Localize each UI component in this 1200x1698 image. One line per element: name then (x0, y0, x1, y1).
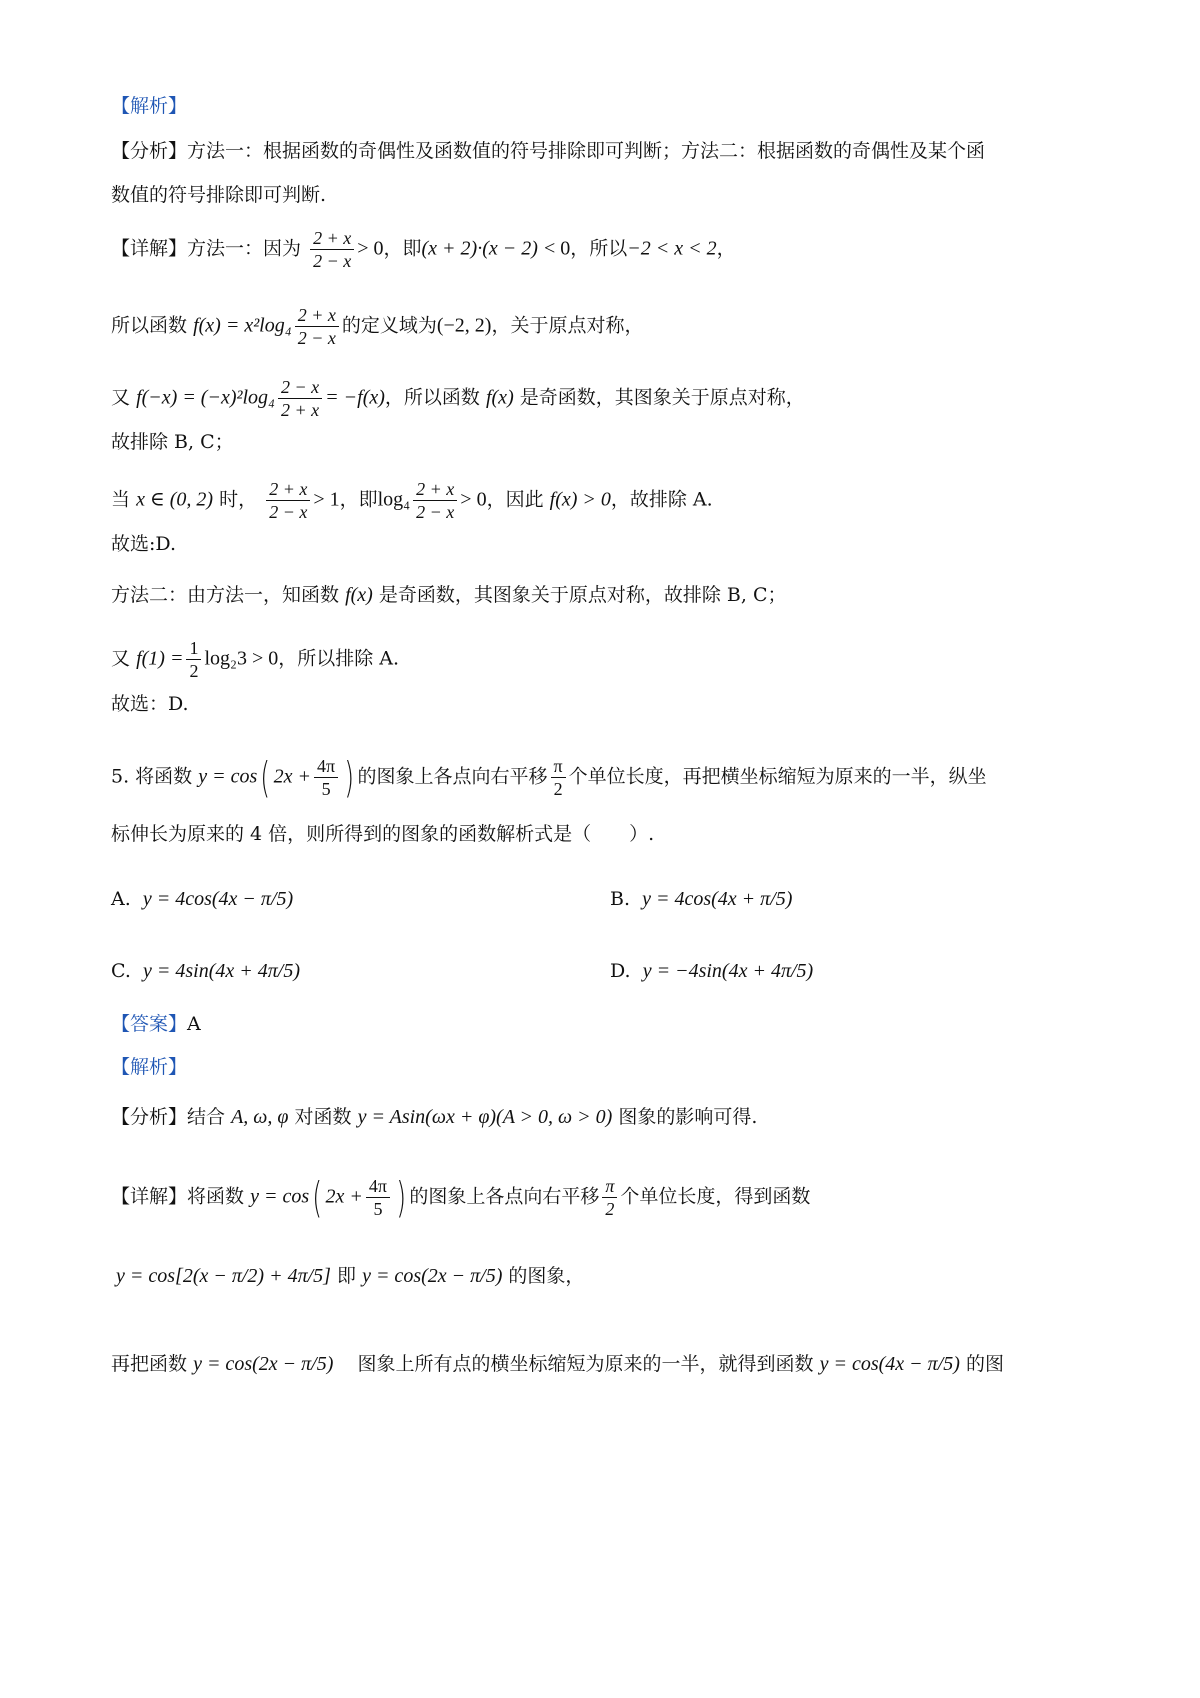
detail-line-8 (111, 637, 399, 682)
fraction (366, 1175, 390, 1220)
question-5-stem-line-2: 标伸长为原来的 4 倍，则所得到的图象的函数解析式是（ ）. (111, 823, 655, 845)
text: 的图象上各点向右平移 (409, 1185, 600, 1208)
fraction (310, 227, 354, 272)
text: 将函数 (187, 1185, 245, 1208)
detail-q5-line-3 (111, 1350, 1004, 1378)
text: 即 (337, 1265, 357, 1287)
text: 是奇函数，其图象关于原点对称， (519, 386, 805, 409)
text: ，所以函数 (384, 386, 480, 409)
detail-line-1: 【详解】方法一：因为 $\frac{2 + x}{2 - x}$ > 0，即(x + 2)·(x − 2) < 0，所以−2 < x < 2， (111, 228, 736, 271)
text: ，所以排除 A. (278, 647, 400, 670)
denominator: 2 + x (281, 400, 320, 420)
denominator: 2 − x (297, 328, 336, 348)
question-5-stem-line-1: 5. 将函数 y = cos( 2x + $\frac{4\pi}{5}$ ) 的图象上各点向右平移 $\frac{\pi}{2}$ 个单位长度，再把横坐标缩短为原来的一半，纵坐 (111, 752, 987, 802)
detail-q5-line-2 (116, 1262, 584, 1290)
fraction (413, 478, 457, 523)
text: 的图象， (508, 1265, 585, 1287)
option-c (111, 957, 300, 985)
math: > 0 (357, 237, 384, 260)
text: 再把函数 (111, 1353, 188, 1375)
numerator: 2 + x (310, 227, 354, 250)
section-label-jiexi-2: 【解析】 (111, 1056, 188, 1078)
section-label-xiangjie: 【详解】 (111, 237, 188, 260)
section-label-fenxi-2: 【分析】 (111, 1106, 188, 1128)
detail-line-4: 故排除 B, C； (111, 431, 234, 453)
paren: ) (344, 752, 355, 802)
section-label-jiexi: 【解析】 (111, 95, 188, 117)
text: 方法一：因为 (187, 237, 302, 260)
math: y = cos (198, 765, 258, 788)
math: x ∈ (0, 2) (136, 488, 214, 511)
section-label-fenxi: 【分析】 (111, 140, 188, 162)
math: f(−x) = (−x)²log₄ (136, 386, 276, 409)
denominator: 2 (189, 661, 199, 681)
math: f(1) = (136, 647, 184, 670)
option-d (610, 957, 813, 985)
text: 是奇函数，其图象关于原点对称，故排除 B, C； (378, 584, 787, 606)
fraction (314, 755, 338, 800)
option-letter: C. (111, 960, 131, 982)
text: 结合 (187, 1106, 226, 1128)
fraction (295, 304, 339, 349)
detail-line-6: 故选:D. (111, 533, 176, 555)
analysis-line-2: 数值的符号排除即可判断. (111, 184, 327, 206)
math: < 0 (543, 237, 571, 260)
section-label-xiangjie-2: 【详解】 (111, 1185, 188, 1208)
detail-line-5 (111, 478, 713, 523)
text: ，即 (339, 488, 378, 511)
denominator: 2 − x (416, 502, 455, 522)
math: f(x) = x²log₄ (193, 314, 292, 337)
text: 又 (111, 386, 131, 409)
denominator: 2 (553, 779, 563, 799)
math: −2 < x < 2 (627, 237, 717, 260)
math: y = cos(2x − π/5) (193, 1353, 334, 1375)
option-formula: y = 4sin(4x + 4π/5) (143, 960, 300, 982)
math: f(x) (345, 584, 373, 606)
text: ，所以 (570, 237, 628, 260)
paren: ) (396, 1172, 407, 1222)
option-letter: D. (610, 960, 631, 982)
analysis-line-1 (111, 137, 985, 165)
text: 个单位长度，再把横坐标缩短为原来的一半，纵坐 (568, 765, 987, 788)
fraction (551, 755, 566, 800)
numerator: π (551, 755, 566, 778)
math: log₄ (377, 488, 411, 511)
text: 方法二：由方法一，知函数 (111, 584, 340, 606)
option-formula: y = 4cos(4x + π/5) (642, 888, 793, 910)
text: 时， (219, 488, 258, 511)
answer-value: A (187, 1013, 201, 1035)
math: y = cos (250, 1185, 310, 1208)
fraction (602, 1175, 617, 1220)
math: f(x) (485, 386, 514, 409)
paren: ( (260, 752, 271, 802)
math: y = cos(4x − π/5) (819, 1353, 960, 1375)
question-number: 5. 将函数 (111, 765, 193, 788)
math: f(x) > 0 (549, 488, 611, 511)
text: ，因此 (486, 488, 544, 511)
option-formula: y = −4sin(4x + 4π/5) (642, 960, 814, 982)
text: 图象上所有点的横坐标缩短为原来的一半，就得到函数 (357, 1353, 814, 1375)
text: ，故排除 A. (610, 488, 713, 511)
text: ，关于原点对称， (491, 314, 644, 337)
numerator: 4π (366, 1175, 390, 1198)
math: > 1 (313, 488, 340, 511)
numerator: 2 + x (295, 304, 339, 327)
text: 对函数 (294, 1106, 352, 1128)
detail-line-2 (111, 304, 643, 349)
detail-line-9: 故选：D. (111, 693, 189, 715)
math: y = cos[2(x − π/2) + 4π/5] (116, 1265, 331, 1287)
option-letter: B. (610, 888, 631, 910)
math: (x + 2)·(x − 2) (421, 237, 538, 260)
section-label-daan: 【答案】 (111, 1013, 188, 1035)
numerator: 2 + x (266, 478, 310, 501)
numerator: 2 − x (278, 376, 322, 399)
math: (−2, 2) (436, 314, 492, 337)
paren: ( (312, 1172, 323, 1222)
denominator: 2 (605, 1199, 615, 1219)
text: 的图 (965, 1353, 1004, 1375)
numerator: 1 (186, 637, 201, 660)
numerator: 2 + x (413, 478, 457, 501)
text: 的定义域为 (341, 314, 437, 337)
numerator: π (602, 1175, 617, 1198)
math: log₂3 > 0 (204, 647, 279, 670)
detail-line-7 (111, 581, 787, 609)
text: 个单位长度，得到函数 (620, 1185, 811, 1208)
analysis-q5 (111, 1103, 757, 1131)
denominator: 5 (373, 1199, 383, 1219)
option-formula: y = 4cos(4x − π/5) (142, 888, 294, 910)
detail-q5-line-1: 【详解】将函数 y = cos( 2x + $\frac{4\pi}{5}$ ) 的图象上各点向右平移 $\frac{\pi}{2}$ 个单位长度，得到函数 (111, 1172, 811, 1222)
math: y = cos(2x − π/5) (362, 1265, 503, 1287)
denominator: 5 (321, 779, 331, 799)
analysis-text: 方法一：根据函数的奇偶性及函数值的符号排除即可判断；方法二：根据函数的奇偶性及某个函 (187, 140, 986, 162)
denominator: 2 − x (313, 251, 352, 271)
math: = −f(x) (325, 386, 385, 409)
text: 所以函数 (111, 314, 188, 337)
detail-line-3 (111, 376, 805, 421)
option-letter: A. (111, 888, 131, 910)
fraction (278, 376, 322, 421)
text: 的图象上各点向右平移 (357, 765, 548, 788)
option-a (111, 885, 293, 913)
option-b (610, 885, 792, 913)
math: A, ω, φ (231, 1106, 289, 1128)
text: 当 (111, 488, 131, 511)
text: 又 (111, 647, 131, 670)
numerator: 4π (314, 755, 338, 778)
math: > 0 (460, 488, 487, 511)
denominator: 2 − x (269, 502, 308, 522)
text: 图象的影响可得. (618, 1106, 758, 1128)
fraction (266, 478, 310, 523)
answer-line (111, 1010, 201, 1038)
fraction (186, 637, 201, 682)
text: ，即 (383, 237, 422, 260)
math: y = Asin(ωx + φ)(A > 0, ω > 0) (357, 1106, 613, 1128)
